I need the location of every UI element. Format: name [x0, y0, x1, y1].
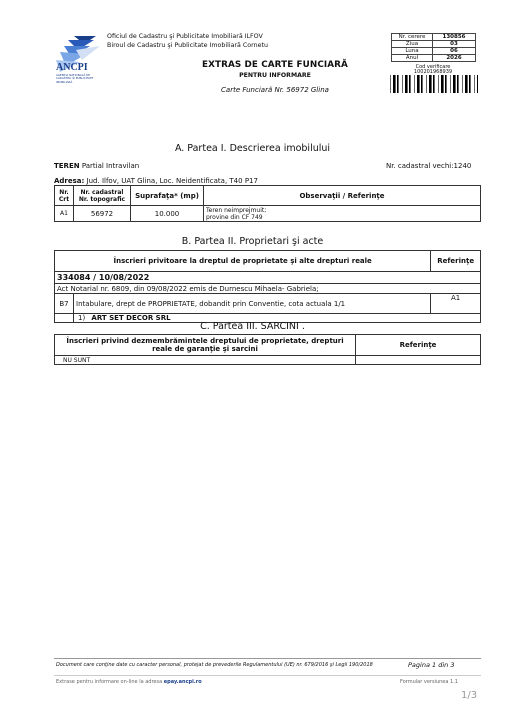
logo-wordmark: ANCPI: [56, 62, 88, 73]
epay-link[interactable]: epay.ancpi.ro: [163, 679, 202, 685]
office-line-2: Biroul de Cadastru şi Publicitate Imobiliară Cornetu: [107, 42, 268, 49]
encumbrances-header: Înscrieri privind dezmembrămintele dreptului de proprietate, drepturi reale de garanţie şi sarcini: [55, 335, 356, 356]
owners-header: Înscrieri privitoare la dreptul de proprietate şi alte drepturi reale: [55, 251, 431, 272]
owner-name: ART SET DECOR SRL: [91, 314, 171, 322]
land-type-value: Partial Intravilan: [79, 162, 140, 170]
col-header-area: Suprafaţa* (mp): [131, 186, 204, 206]
old-cadastral-number: Nr. cadastral vechi:1240: [386, 162, 472, 170]
col-header-nr: Nr. Crt: [55, 186, 74, 206]
address-value: Jud. Ilfov, UAT Glina, Loc. Neidentificata, T40 P17: [84, 177, 258, 185]
cell-notes: [204, 206, 481, 222]
encumbrances-ref-header: Referinţe: [356, 335, 481, 356]
entry-number: 334084 / 10/08/2022: [55, 272, 481, 284]
epay-note: [56, 679, 202, 685]
cell-nr: A1: [55, 206, 74, 222]
page-number: Pagina 1 din 3: [408, 661, 455, 669]
owners-ref-header: Referinţe: [431, 251, 481, 272]
document-title: EXTRAS DE CARTE FUNCIARĂ: [202, 60, 348, 70]
meta-value: 03: [433, 41, 476, 48]
cell-area: 10.000: [131, 206, 204, 222]
verification-code: 100201968939: [413, 69, 453, 75]
meta-label: Ziua: [392, 41, 433, 48]
notes-line-1: Teren neimprejmuit;: [206, 206, 267, 214]
encumbrances-table: [54, 334, 481, 365]
address-label: Adresa:: [54, 177, 85, 185]
notes-line-2: provine din CF 749: [206, 213, 263, 221]
meta-label: Nr. cerere: [392, 34, 433, 41]
col-header-notes: Observaţii / Referinţe: [204, 186, 481, 206]
logo-subtext: AGENȚIA NAȚIONALĂ DE CADASTRU ȘI PUBLICITATE IMOBILIARĂ: [56, 73, 94, 84]
property-table: [54, 185, 481, 222]
entry-reference: A1: [431, 294, 481, 314]
entry-position: B7: [55, 294, 74, 314]
meta-label: Luna: [392, 48, 433, 55]
carte-funciara-number: Carte Funciară Nr. 56972 Glina: [221, 86, 329, 94]
office-line-1: Oficiul de Cadastru şi Publicitate Imobiliară ILFOV: [107, 33, 263, 40]
page-mark: 1/3: [461, 690, 478, 701]
land-type: [54, 162, 139, 170]
document-subtitle: PENTRU INFORMARE: [239, 72, 311, 79]
section-b-title: B. Partea II. Proprietari şi acte: [181, 236, 324, 247]
meta-value: 130856: [433, 34, 476, 41]
meta-value: 06: [433, 48, 476, 55]
meta-label: Anul: [392, 55, 433, 62]
office-name: [107, 32, 268, 50]
form-version: Formular versiunea 1.1: [400, 679, 458, 685]
request-info-table: [391, 33, 476, 62]
owner-number: 1): [78, 314, 86, 322]
address: [54, 177, 258, 185]
land-type-label: TEREN: [54, 162, 80, 170]
privacy-note: Document care conţine date cu caracter personal, protejat de prevederile Regulamentului (UE) nr. 679/2016 şi Legii 190/2018: [56, 662, 373, 668]
notarial-act: Act Notarial nr. 6809, din 09/08/2022 emis de Durnescu Mihaela- Gabriela;: [55, 284, 481, 294]
col-header-cadastral: Nr. cadastral Nr. topografic: [74, 186, 131, 206]
section-c-title: C. Partea III. SARCINI .: [200, 321, 305, 332]
verification-label: Cod verificare: [415, 64, 451, 70]
cell-cadastral: 56972: [74, 206, 131, 222]
owners-table: [54, 250, 481, 323]
meta-value: 2026: [433, 55, 476, 62]
epay-prefix: Extrase pentru informare on-line la adresa: [56, 679, 164, 685]
section-a-title: A. Partea I. Descrierea imobilului: [174, 143, 331, 154]
barcode-icon: [390, 75, 478, 93]
encumbrances-value: NU SUNT: [55, 356, 356, 365]
entry-text: Intabulare, drept de PROPRIETATE, dobandit prin Conventie, cota actuala 1/1: [74, 294, 431, 314]
